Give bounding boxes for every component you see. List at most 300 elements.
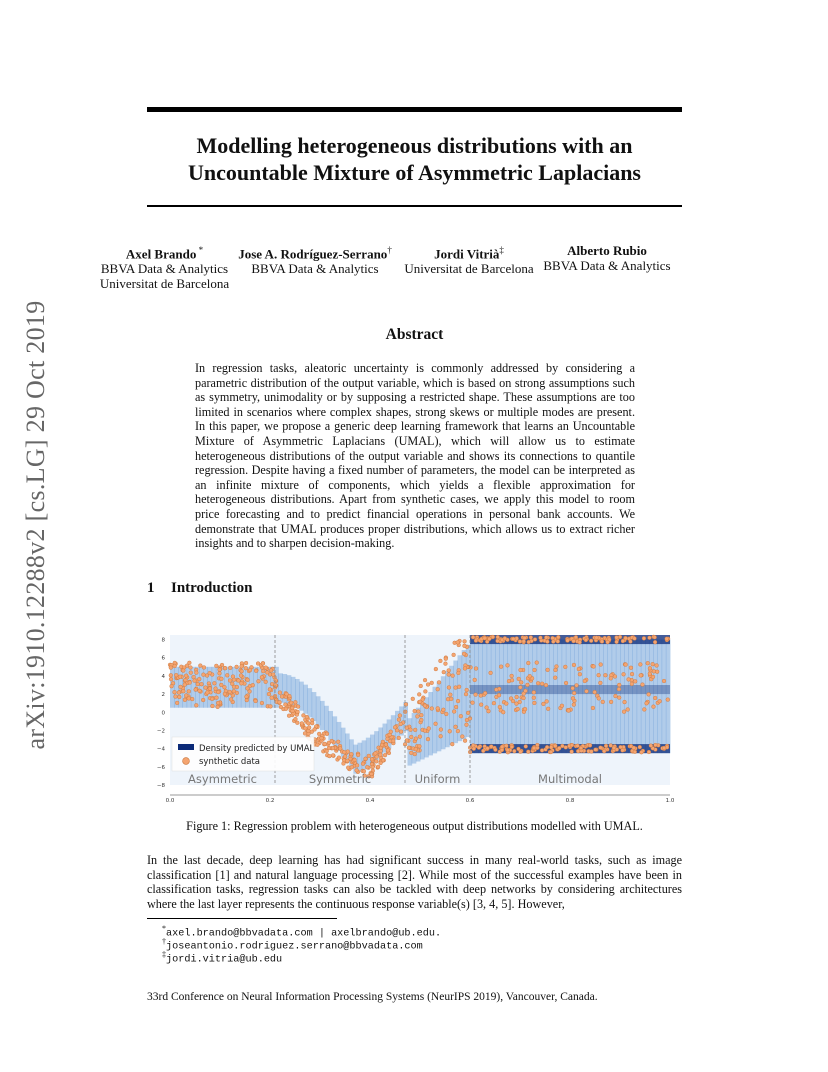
density-band: [470, 640, 475, 754]
data-point: [295, 721, 299, 725]
data-point: [630, 682, 634, 686]
data-point: [456, 699, 460, 703]
data-point: [460, 735, 464, 739]
data-point: [216, 701, 220, 705]
data-point: [418, 700, 422, 704]
data-point: [666, 698, 670, 702]
data-point: [536, 681, 540, 685]
data-point: [442, 670, 446, 674]
data-point: [602, 749, 606, 753]
section-number: 1: [147, 580, 155, 596]
data-point: [522, 696, 526, 700]
data-point: [553, 744, 557, 748]
density-band: [666, 640, 671, 754]
y-tick-label: −6: [156, 764, 165, 771]
data-point: [302, 714, 306, 718]
data-point: [566, 639, 570, 643]
data-point: [313, 728, 317, 732]
data-point: [427, 727, 431, 731]
data-point: [662, 746, 666, 750]
data-point: [579, 746, 583, 750]
data-point: [567, 709, 571, 713]
density-band: [312, 692, 317, 721]
data-point: [511, 637, 515, 641]
data-point: [665, 637, 669, 641]
data-point: [331, 746, 335, 750]
data-point: [397, 718, 401, 722]
data-point: [364, 757, 368, 761]
data-point: [451, 674, 455, 678]
data-point: [492, 701, 496, 705]
data-point: [219, 683, 223, 687]
data-point: [556, 635, 560, 639]
author-block: [235, 243, 395, 276]
data-point: [414, 747, 418, 751]
density-band: [316, 696, 321, 725]
data-point: [479, 703, 483, 707]
data-point: [456, 640, 460, 644]
data-point: [647, 692, 651, 696]
data-point: [599, 663, 603, 667]
data-point: [450, 742, 454, 746]
data-point: [595, 636, 599, 640]
author-affiliation: BBVA Data & Analytics: [100, 261, 229, 277]
citation-link[interactable]: [3, 4, 5]: [472, 896, 512, 911]
density-band: [545, 640, 550, 754]
data-point: [248, 668, 252, 672]
data-point: [336, 740, 340, 744]
data-point: [383, 753, 387, 757]
data-point: [256, 662, 260, 666]
data-point: [436, 687, 440, 691]
data-point: [374, 759, 378, 763]
data-point: [499, 665, 503, 669]
data-point: [223, 666, 227, 670]
data-point: [554, 668, 558, 672]
data-point: [617, 687, 621, 691]
data-point: [447, 669, 451, 673]
data-point: [546, 640, 550, 644]
data-point: [615, 636, 619, 640]
data-point: [237, 679, 241, 683]
data-point: [398, 714, 402, 718]
data-point: [545, 700, 549, 704]
data-point: [612, 746, 616, 750]
data-point: [511, 699, 515, 703]
data-point: [293, 700, 297, 704]
y-tick-label: 4: [161, 673, 165, 680]
data-point: [662, 679, 666, 683]
data-point: [228, 666, 232, 670]
data-point: [519, 750, 523, 754]
data-point: [389, 730, 393, 734]
data-point: [540, 748, 544, 752]
data-point: [378, 753, 382, 757]
data-point: [274, 678, 278, 682]
data-point: [325, 749, 329, 753]
author-mark: †: [387, 245, 392, 255]
data-point: [621, 748, 625, 752]
citation-link[interactable]: [2]: [397, 867, 412, 882]
data-point: [407, 746, 411, 750]
data-point: [423, 729, 427, 733]
region-label: Uniform: [414, 772, 461, 786]
data-point: [426, 737, 430, 741]
data-point: [532, 701, 536, 705]
data-point: [181, 669, 185, 673]
data-point: [528, 674, 532, 678]
author-affiliation: Universitat de Barcelona: [99, 276, 230, 292]
data-point: [500, 745, 504, 749]
x-tick-label: 1.0: [665, 798, 675, 804]
x-tick-label: 0.2: [265, 798, 275, 804]
data-point: [577, 667, 581, 671]
footnote: [162, 950, 282, 965]
data-point: [216, 690, 220, 694]
data-point: [213, 681, 217, 685]
data-point: [496, 639, 500, 643]
data-point: [462, 652, 466, 656]
data-point: [473, 678, 477, 682]
data-point: [570, 743, 574, 747]
data-point: [454, 686, 458, 690]
data-point: [642, 708, 646, 712]
data-point: [384, 743, 388, 747]
data-point: [228, 679, 232, 683]
data-point: [572, 639, 576, 643]
data-point: [651, 662, 655, 666]
data-point: [532, 696, 536, 700]
data-point: [175, 701, 179, 705]
data-point: [306, 721, 310, 725]
x-tick-label: 0.4: [365, 798, 375, 804]
data-point: [356, 753, 360, 757]
data-point: [585, 689, 589, 693]
title-rule-top: [147, 107, 682, 112]
data-point: [278, 700, 282, 704]
arxiv-stamp: arXiv:1910.12288v2 [cs.LG] 29 Oct 2019: [21, 300, 50, 750]
data-point: [527, 640, 531, 644]
data-point: [497, 693, 501, 697]
data-point: [417, 692, 421, 696]
title-line-2: Uncountable Mixture of Asymmetric Laplacians: [187, 160, 641, 185]
data-point: [267, 692, 271, 696]
data-point: [578, 672, 582, 676]
data-point: [553, 676, 557, 680]
data-point: [655, 664, 659, 668]
data-point: [463, 739, 467, 743]
data-point: [463, 667, 467, 671]
data-point: [219, 677, 223, 681]
data-point: [474, 693, 478, 697]
data-point: [574, 635, 578, 639]
data-point: [599, 746, 603, 750]
data-point: [202, 673, 206, 677]
citation-link[interactable]: [1]: [215, 867, 230, 882]
data-point: [353, 758, 357, 762]
data-point: [633, 679, 637, 683]
data-point: [466, 711, 470, 715]
data-point: [504, 702, 508, 706]
density-band: [633, 640, 638, 754]
data-point: [246, 686, 250, 690]
density-band: [541, 640, 546, 754]
density-band: [566, 640, 571, 754]
body-paragraph: In the last decade, deep learning has had significant success in many real-world tasks, such as image classification [1] and natural language processing [2]. While most of the successful examples have been in classification tasks, regression tasks can also be tackled with deep networks by considering architectures where the last layer represents the continuous response variable(s) [3, 4, 5]. However,: [147, 853, 682, 911]
density-band: [433, 687, 438, 754]
data-point: [652, 705, 656, 709]
footnote-mark: ‡: [162, 950, 166, 959]
data-point: [330, 739, 334, 743]
data-point: [503, 636, 507, 640]
data-point: [617, 696, 621, 700]
density-band: [458, 655, 463, 741]
data-point: [626, 708, 630, 712]
author-affiliation: BBVA Data & Analytics: [543, 258, 671, 273]
data-point: [485, 706, 489, 710]
data-point: [487, 709, 491, 713]
density-band: [658, 640, 663, 754]
data-point: [411, 697, 415, 701]
data-point: [388, 739, 392, 743]
author-block: [399, 243, 539, 276]
data-point: [211, 704, 215, 708]
footnote-text: joseantonio.rodriguez.serrano@bbvadata.com: [166, 941, 423, 953]
density-band: [641, 640, 646, 754]
data-point: [196, 682, 200, 686]
data-point: [328, 754, 332, 758]
data-point: [235, 665, 239, 669]
data-point: [575, 683, 579, 687]
data-point: [310, 721, 314, 725]
data-point: [615, 640, 619, 644]
data-point: [316, 743, 320, 747]
data-point: [571, 686, 575, 690]
data-point: [187, 690, 191, 694]
data-point: [350, 765, 354, 769]
data-point: [215, 696, 219, 700]
data-point: [463, 639, 467, 643]
data-point: [386, 748, 390, 752]
data-point: [439, 728, 443, 732]
data-point: [323, 742, 327, 746]
section-heading: [147, 580, 252, 597]
data-point: [169, 666, 173, 670]
title-rule-bottom: [147, 205, 682, 207]
data-point: [600, 640, 604, 644]
data-point: [572, 663, 576, 667]
data-point: [279, 705, 283, 709]
data-point: [627, 678, 631, 682]
data-point: [583, 679, 587, 683]
data-point: [444, 712, 448, 716]
data-point: [289, 701, 293, 705]
data-point: [419, 718, 423, 722]
region-label: Multimodal: [538, 772, 602, 786]
data-point: [518, 685, 522, 689]
data-point: [645, 701, 649, 705]
data-point: [658, 699, 662, 703]
data-point: [173, 690, 177, 694]
data-point: [570, 750, 574, 754]
data-point: [325, 732, 329, 736]
density-band: [537, 640, 542, 754]
data-point: [251, 683, 255, 687]
data-point: [194, 688, 198, 692]
data-point: [423, 704, 427, 708]
author-affiliation: Universitat de Barcelona: [404, 261, 534, 277]
data-point: [591, 706, 595, 710]
data-point: [376, 765, 380, 769]
data-point: [517, 677, 521, 681]
data-point: [648, 672, 652, 676]
data-point: [651, 675, 655, 679]
data-point: [437, 680, 441, 684]
data-point: [510, 678, 514, 682]
data-point: [434, 667, 438, 671]
data-point: [572, 703, 576, 707]
data-point: [405, 739, 409, 743]
author-mark: *: [196, 245, 204, 255]
data-point: [519, 680, 523, 684]
density-band: [603, 640, 608, 754]
density-band: [591, 640, 596, 754]
data-point: [367, 754, 371, 758]
data-point: [177, 695, 181, 699]
data-point: [472, 747, 476, 751]
data-point: [283, 703, 287, 707]
data-point: [416, 715, 420, 719]
data-point: [300, 722, 304, 726]
data-point: [338, 747, 342, 751]
data-point: [653, 640, 657, 644]
data-point: [261, 661, 265, 665]
data-point: [260, 675, 264, 679]
data-point: [208, 671, 212, 675]
data-point: [202, 666, 206, 670]
density-band: [583, 640, 588, 754]
data-point: [546, 707, 550, 711]
data-point: [630, 672, 634, 676]
data-point: [278, 691, 282, 695]
data-point: [624, 663, 628, 667]
author-name: Jose A. Rodríguez-Serrano: [238, 246, 388, 262]
data-point: [290, 706, 294, 710]
data-point: [604, 744, 608, 748]
data-point: [649, 744, 653, 748]
data-point: [343, 755, 347, 759]
data-point: [444, 662, 448, 666]
data-point: [491, 635, 495, 639]
data-point: [342, 750, 346, 754]
data-point: [454, 705, 458, 709]
data-point: [331, 753, 335, 757]
data-point: [597, 673, 601, 677]
density-band: [628, 640, 633, 754]
data-point: [361, 762, 365, 766]
data-point: [594, 748, 598, 752]
data-point: [640, 750, 644, 754]
data-point: [647, 750, 651, 754]
data-point: [200, 682, 204, 686]
data-point: [413, 709, 417, 713]
data-point: [638, 663, 642, 667]
author-name: Jordi Vitrià: [434, 246, 500, 262]
data-point: [540, 682, 544, 686]
region-label: Symmetric: [308, 772, 372, 786]
data-point: [510, 674, 514, 678]
data-point: [225, 673, 229, 677]
density-band: [578, 640, 583, 754]
y-tick-label: 8: [161, 637, 165, 644]
data-point: [546, 668, 550, 672]
data-point: [342, 762, 346, 766]
data-point: [452, 653, 456, 657]
data-point: [181, 689, 185, 693]
density-band: [303, 685, 308, 714]
data-point: [198, 664, 202, 668]
data-point: [370, 757, 374, 761]
data-point: [307, 726, 311, 730]
data-point: [588, 744, 592, 748]
data-point: [551, 636, 555, 640]
data-point: [494, 748, 498, 752]
data-point: [512, 749, 516, 753]
author-name: Alberto Rubio: [567, 243, 647, 258]
data-point: [264, 666, 268, 670]
data-point: [539, 636, 543, 640]
data-point: [177, 691, 181, 695]
density-band: [324, 706, 329, 735]
data-point: [641, 683, 645, 687]
data-point: [526, 750, 530, 754]
data-point: [629, 640, 633, 644]
data-point: [185, 664, 189, 668]
data-point: [578, 640, 582, 644]
data-point: [179, 685, 183, 689]
data-point: [532, 746, 536, 750]
data-point: [447, 686, 451, 690]
data-point: [183, 683, 187, 687]
data-point: [526, 683, 530, 687]
author-name: Axel Brando: [125, 246, 197, 262]
y-tick-label: 0: [161, 710, 165, 717]
data-point: [632, 746, 636, 750]
data-point: [409, 751, 413, 755]
data-point: [529, 636, 533, 640]
data-point: [456, 729, 460, 733]
legend-swatch-points: [183, 758, 190, 765]
data-point: [592, 665, 596, 669]
data-point: [572, 691, 576, 695]
data-point: [346, 750, 350, 754]
data-point: [271, 673, 275, 677]
data-point: [545, 745, 549, 749]
data-point: [365, 765, 369, 769]
data-point: [518, 700, 522, 704]
data-point: [535, 661, 539, 665]
data-point: [244, 661, 248, 665]
data-point: [240, 669, 244, 673]
data-point: [474, 667, 478, 671]
data-point: [564, 745, 568, 749]
data-point: [533, 668, 537, 672]
data-point: [544, 636, 548, 640]
data-point: [654, 743, 658, 747]
footnote-rule: [147, 918, 337, 919]
data-point: [379, 761, 383, 765]
author-block: [97, 243, 232, 291]
